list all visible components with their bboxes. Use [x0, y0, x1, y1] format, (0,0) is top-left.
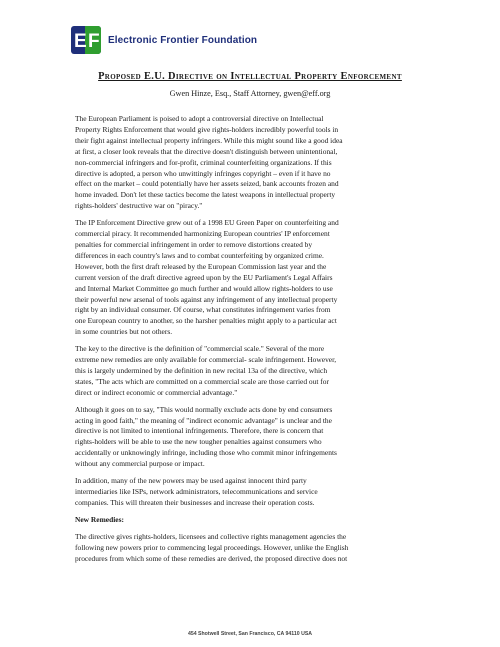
paragraph-line: current version of the draft directive agreed upon by the EU Parliament's Legal Affairs: [75, 272, 333, 282]
paragraph-line: Although it goes on to say, "This would normally exclude acts done by end consumers: [75, 404, 333, 414]
paragraph-line: companies. This will threaten their businesses and increase their operation costs.: [75, 497, 315, 507]
paragraph-line: right by an individual consumer. Of course, what constitutes infringement varies from: [75, 305, 331, 315]
paragraph-line: one European country to another, so the harsher penalties might apply to a particular act: [75, 316, 337, 326]
paragraph-line: In addition, many of the new powers may be used against innocent third party: [75, 476, 307, 486]
svg-text:F: F: [88, 31, 100, 52]
paragraph-line: commercial piracy. It recommended harmonizing European countries' IP enforcement: [75, 229, 330, 239]
paragraph: [75, 114, 427, 212]
footer-address: 454 Shotwell Street, San Francisco, CA 94110 USA: [187, 631, 313, 637]
paragraph-line: penalties for commercial infringement in order to remove distortions created by: [75, 239, 313, 249]
svg-text:E: E: [74, 31, 87, 52]
document-body: [75, 114, 427, 570]
paragraph-line: directive is adopted, a person who unwittingly infringes copyright – even if it have no: [75, 168, 331, 178]
paragraph-line: Property Rights Enforcement that would give rights-holders incredibly powerful tools in: [75, 124, 339, 134]
paragraph-line: differences in each country's laws and to combat counterfeiting by organized crime.: [75, 250, 324, 260]
paragraph-line: The directive gives rights-holders, licensees and collective rights management agencies the: [75, 531, 347, 541]
paragraph-line: directive is not limited to intentional infringements. Therefore, there is concern that: [75, 426, 324, 436]
paragraph-line: this is largely undermined by the definition in new recital 13a of the directive, which: [75, 365, 328, 375]
paragraph-line: effect on the market – could potentially have her assets seized, bank accounts frozen and: [75, 179, 339, 189]
paragraph: [75, 344, 427, 399]
paragraph-line: However, both the first draft released by the European Commission last year and the: [75, 261, 327, 271]
author-line: Gwen Hinze, Esq., Staff Attorney, gwen@eff.org: [169, 89, 331, 98]
paragraph-line: and Internal Market Committee go much further and would allow rights-holders to use: [75, 283, 333, 293]
paragraph-line: intermediaries like ISPs, network administrators, telecommunications and service: [75, 487, 318, 496]
paragraph-line: following new powers prior to commencing legal proceedings. However, unlike the English: [75, 542, 349, 552]
document-title: Proposed E.U. Directive on Intellectual Property Enforcement: [98, 71, 402, 82]
section-heading: New Remedies:: [75, 514, 124, 524]
paragraph-line: The European Parliament is poised to adopt a controversial directive on Intellectual: [75, 114, 324, 123]
paragraph: [75, 532, 427, 565]
paragraph-line: extreme new remedies are only available for commercial- scale infringement. However,: [75, 355, 337, 365]
paragraph-line: states, "The acts which are committed on a commercial scale are those carried out for: [75, 376, 329, 386]
paragraph-line: their fight against intellectual property infringers. While this might sound like a good idea: [75, 135, 343, 145]
paragraph-line: non-commercial infringers and for-profit, criminal counterfeiting organizations. If this: [75, 157, 332, 167]
paragraph-line: home invaded. Don't let these tactics become the latest weapons in intellectual property: [75, 190, 336, 200]
org-name: Electronic Frontier Foundation: [108, 34, 258, 46]
paragraph-line: procedures from which some of these remedies are derived, the proposed directive does not: [75, 553, 348, 563]
paragraph-line: in some countries but not others.: [75, 327, 173, 337]
paragraph-line: accidentally or unknowingly infringe, including those who commit minor infringements: [75, 448, 337, 458]
paragraph: [75, 405, 427, 470]
paragraph-line: The key to the directive is the definition of "commercial scale." Several of the more: [75, 344, 325, 354]
paragraph-line: without any commercial purpose or impact.: [75, 459, 205, 469]
paragraph-line: rights-holders will be able to use the new tougher penalties against consumers who: [75, 437, 322, 447]
paragraph-line: direct or indirect economic or commercial advantage.": [75, 387, 238, 397]
paragraph-line: The IP Enforcement Directive grew out of a 1998 EU Green Paper on counterfeiting and: [75, 218, 339, 228]
paragraph: [75, 476, 427, 509]
paragraph-line: at first, a closer look reveals that the directive doesn't distinguish between unintentional,: [75, 146, 338, 156]
paragraph-line: their powerful new arsenal of tools against any infringement of any intellectual property: [75, 294, 338, 304]
paragraph: [75, 218, 427, 338]
paragraph-line: acting in good faith," the meaning of "indirect economic advantage" is unclear and the: [75, 415, 332, 425]
eff-logo-icon: [70, 24, 104, 56]
paragraph-line: rights-holders' destructive war on "piracy.": [75, 201, 203, 211]
eff-logo: [70, 24, 257, 56]
